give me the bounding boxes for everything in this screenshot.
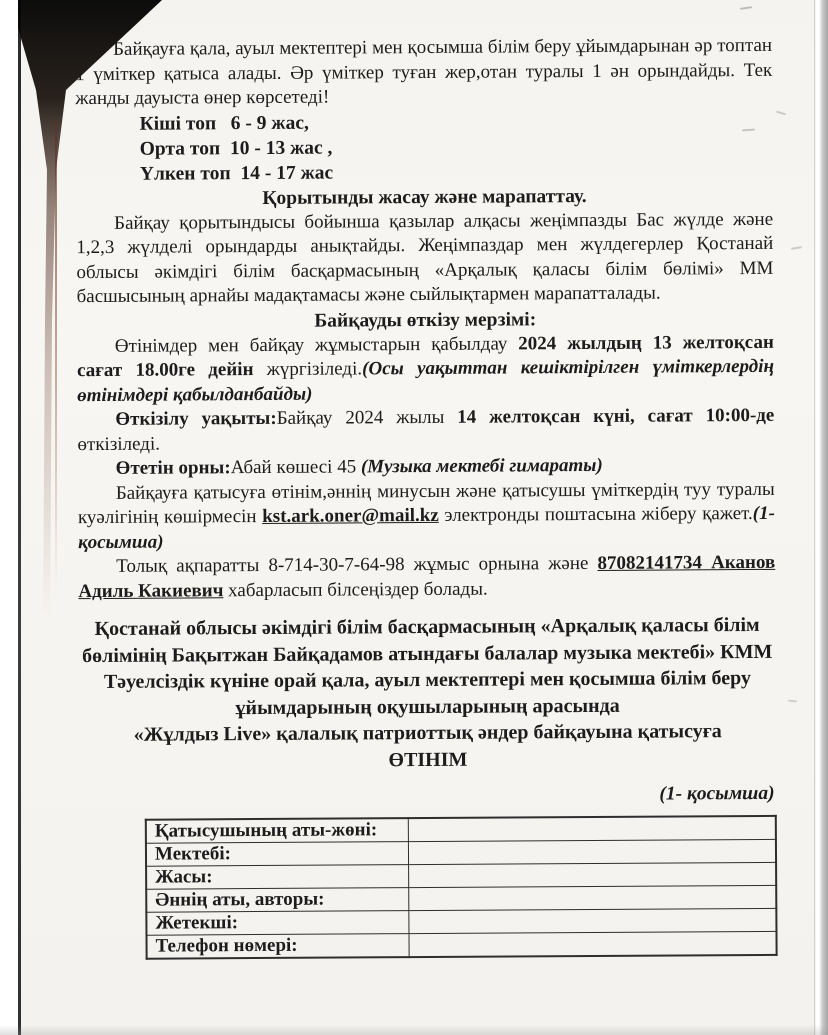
- event-time-paragraph: [77, 404, 774, 457]
- annex-note: (1- қосымша): [659, 782, 775, 805]
- form-field-label: Мектебі:: [146, 842, 409, 867]
- text-segment: kst.ark.oner@mail.kz: [262, 504, 439, 527]
- text-segment: Абай көшесі 45: [230, 456, 361, 479]
- form-field-value: [409, 862, 777, 887]
- form-field-label: Жасы:: [146, 865, 409, 890]
- scanner-right-hairline: [814, 0, 815, 1035]
- form-field-label: Жетекші:: [146, 911, 409, 936]
- form-field-label: Әннің аты, авторы:: [146, 888, 409, 913]
- submission-paragraph: [78, 477, 775, 555]
- application-form-table: [145, 815, 778, 960]
- text-segment: электронды поштасына жіберу қажет.: [438, 502, 753, 526]
- text-segment: Байқауға қатысуға өтінім,әннің минусын және қатысушы үміткердің туу туралы куәлігінің көшірмесін: [77, 478, 775, 529]
- text-segment: Өткізілу уақыты:: [115, 407, 277, 430]
- scan-smudge: [791, 246, 802, 250]
- intro-paragraph: [75, 34, 772, 112]
- form-field-value: [408, 839, 776, 864]
- awards-section-heading: Қорытынды жасау және марапаттау.: [262, 185, 587, 209]
- text-segment: 2024 жылдың 13 желтоқсан сағат 18.00ге дейін: [76, 331, 774, 382]
- age-group-junior: Кіші топ 6 - 9 жас,: [139, 112, 309, 135]
- application-header-line: Тәуелсіздік күніне орай қала, ауыл мектептері мен қосымша білім беру: [103, 667, 751, 693]
- application-header-line: бөлімінің Бақытжан Байқадамов атындағы балалар музыка мектебі» КММ: [82, 640, 773, 667]
- age-groups-list: [139, 107, 772, 186]
- text-segment: Байқауға қала, ауыл мектептері мен қосымша білім беру ұйымдарынан әр топтан 1 үміткер қатыса алады. Әр үміткер туған жер,отан туралы 1 ән орындайды. Тек жанды дауыста өнер көрсетеді!: [75, 34, 773, 110]
- age-group-middle: Орта топ 10 - 13 жас ,: [139, 137, 333, 160]
- form-field-value: [409, 908, 777, 933]
- text-segment: Байқау 2024 жылы: [276, 406, 458, 429]
- schedule-section-heading: Байқауды өткізу мерзімі:: [314, 308, 537, 332]
- awards-paragraph: [76, 207, 774, 309]
- deadline-paragraph: [77, 330, 774, 408]
- application-header-line: Қостанай облысы әкімдігі білім басқармасының «Арқалық қаласы білім: [94, 613, 760, 641]
- age-group-senior: Үлкен топ 14 - 17 жас: [139, 162, 334, 185]
- application-header-line: «Жұлдыз Live» қалалық патриоттық әндер байқауына қатысуға: [133, 720, 722, 746]
- contacts-paragraph: [78, 551, 775, 604]
- text-segment: өткізіледі.: [77, 433, 161, 455]
- scan-smudge: [740, 6, 752, 10]
- text-segment: 87082141734 Аканов Адиль Какиевич: [78, 551, 776, 602]
- form-field-label: Телефон нөмері:: [146, 934, 409, 959]
- text-segment: (Осы уақыттан кешіктірілген үміткерлердің өтінімдері қабылданбайды): [77, 355, 775, 406]
- text-segment: хабарласып білсеңіздер болады.: [223, 578, 488, 601]
- form-field-value: [408, 816, 776, 842]
- form-field-value: [409, 885, 777, 910]
- document-content: [75, 34, 778, 960]
- table-row: [146, 931, 776, 958]
- scan-smudge: [788, 700, 797, 703]
- text-segment: (Музыка мектебі гимараты): [360, 454, 603, 478]
- text-segment: Өтетін орны:: [115, 457, 231, 479]
- form-field-value: [409, 931, 777, 957]
- scanner-right-edge: [816, 0, 828, 1035]
- page-crease-line: [55, 120, 57, 590]
- application-header-line: ұйымдарының оқушыларының арасында: [235, 694, 620, 719]
- scan-smudge: [776, 111, 786, 116]
- scanner-bottom-shadow: [0, 1025, 828, 1035]
- form-field-label: Қатысушының аты-жөні:: [146, 818, 409, 843]
- text-segment: Толық ақпаратты 8-714-30-7-64-98 жұмыс орнына және: [116, 552, 598, 577]
- text-segment: Байқау қорытындысы бойынша қазылар алқасы жеңімпазды Бас жүлде және 1,2,3 жүлделі орындарды анықтайды. Жеңімпаздар мен жүлдегерлер Қостанай облысы әкімдігі білім басқармасының «Арқалық қаласы білім бөлімі» ММ басшысының арнайы мадақтамасы және сыйлықтармен марапатталады.: [76, 208, 774, 308]
- application-header-block: [79, 612, 777, 775]
- text-segment: жүргізіледі.: [253, 358, 363, 381]
- text-segment: 14 желтоқсан күні, сағат 10:00-де: [457, 404, 775, 428]
- text-segment: (1- қосымша): [78, 502, 775, 553]
- application-title: ӨТІНІМ: [388, 748, 468, 771]
- text-segment: Өтінімдер мен байқау жұмыстарын қабылдау: [114, 332, 519, 357]
